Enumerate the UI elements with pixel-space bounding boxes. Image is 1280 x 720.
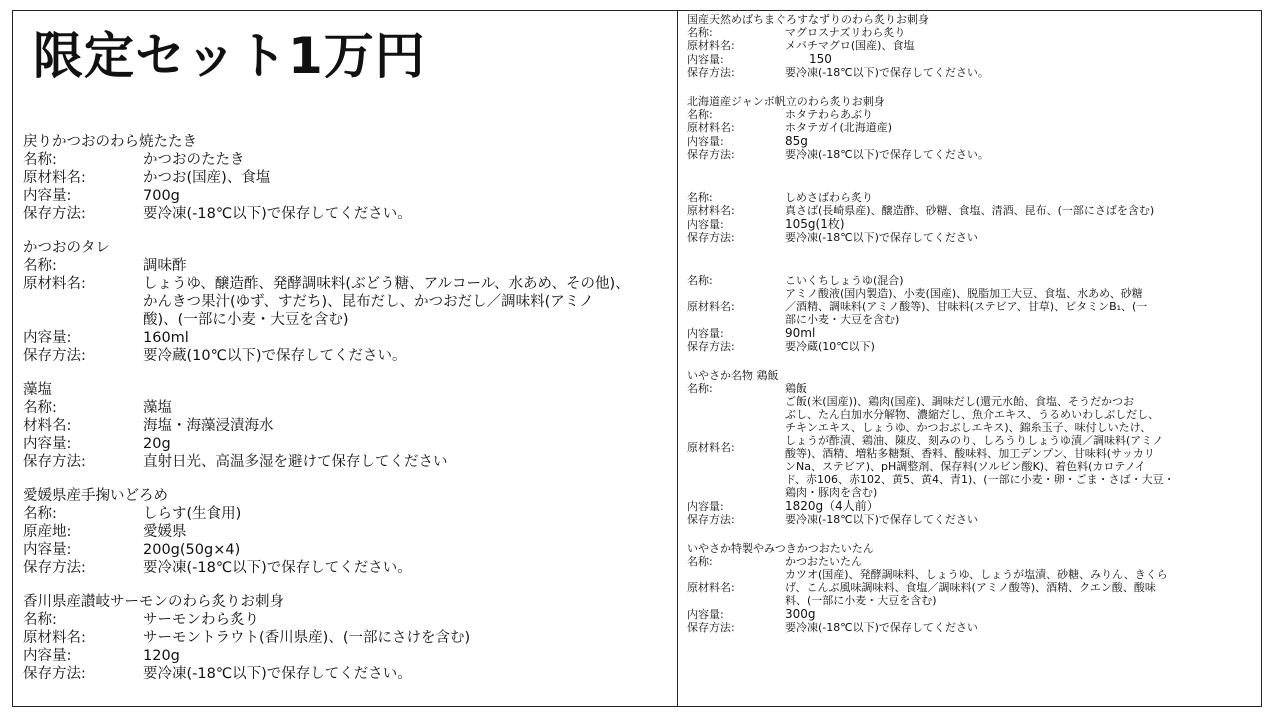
spec-label: 保存方法:	[23, 560, 86, 576]
spec-value: 要冷凍(-18℃以下)で保存してください。	[785, 66, 989, 79]
spec-label: 名称:	[23, 506, 57, 522]
spec-value: マグロスナズリわら炙り	[785, 26, 906, 39]
spec-value: 85g	[785, 134, 808, 148]
spec-row	[23, 257, 673, 275]
spec-value: 要冷凍(-18℃以下)で保存してください。	[143, 666, 412, 682]
spec-row	[23, 453, 673, 471]
spec-value: メバチマグロ(国産)、食塩	[785, 39, 915, 52]
product-name: 北海道産ジャンボ帆立のわら炙りお刺身	[687, 95, 885, 108]
spec-value: しらす(生食用)	[143, 506, 242, 522]
product-block	[687, 177, 1257, 244]
spec-row	[687, 568, 1257, 607]
spec-label: 名称:	[687, 274, 713, 287]
spec-row	[687, 499, 1257, 513]
right-product-list	[687, 13, 1257, 650]
spec-value: カツオ(国産)、発酵調味料、しょうゆ、しょうが塩漬、砂糖、みりん、きくら げ、こんぶ風味調味料、食塩／調味料(アミノ酸等)、酒精、クエン酸、酸味 料、(一部に小麦・大豆を含む)	[785, 568, 1168, 607]
product-name: 香川県産讃岐サーモンのわら炙りお刺身	[23, 594, 284, 610]
spec-row	[687, 108, 1257, 121]
spec-value: 700g	[143, 188, 180, 204]
spec-row	[687, 274, 1257, 287]
spec-value: 要冷凍(-18℃以下)で保存してください。	[785, 148, 989, 161]
spec-row	[687, 52, 1257, 66]
spec-label: 原材料名:	[23, 170, 86, 186]
spec-label: 名称:	[687, 382, 713, 395]
spec-row	[23, 541, 673, 559]
spec-label: 保存方法:	[687, 340, 735, 353]
spacer	[687, 177, 1257, 191]
spec-row	[23, 559, 673, 577]
spec-value: 200g(50g×4)	[143, 542, 241, 558]
product-block	[23, 133, 673, 223]
spec-row	[23, 329, 673, 347]
right-panel	[678, 10, 1262, 707]
spec-row	[687, 148, 1257, 161]
spec-value: 20g	[143, 436, 171, 452]
spec-value: 鶏飯	[785, 382, 807, 395]
product-name: いやさか名物 鶏飯	[687, 369, 779, 382]
spec-row	[687, 191, 1257, 204]
spec-row	[23, 523, 673, 541]
spec-label: 保存方法:	[23, 206, 86, 222]
spec-value: しめさばわら炙り	[785, 191, 873, 204]
spec-label: 保存方法:	[687, 621, 735, 634]
product-block	[23, 487, 673, 577]
left-product-list	[23, 133, 673, 699]
spec-value: 直射日光、高温多湿を避けて保存してください	[143, 454, 448, 470]
spec-row	[23, 435, 673, 453]
left-panel	[12, 10, 678, 707]
spec-value: 要冷凍(-18℃以下)で保存してください	[785, 231, 978, 244]
product-block	[23, 239, 673, 365]
spec-row	[23, 665, 673, 683]
spec-label: 内容量:	[687, 134, 724, 148]
spec-value: 要冷蔵(10℃以下)で保存してください。	[143, 348, 407, 364]
spec-row	[687, 326, 1257, 340]
spec-row	[687, 555, 1257, 568]
spec-label: 内容量:	[687, 499, 724, 513]
spec-label: 原材料名:	[687, 121, 735, 134]
spec-label: 名称:	[23, 152, 57, 168]
spec-value: 調味酢	[143, 258, 187, 274]
spec-row	[687, 204, 1257, 217]
spec-label: 保存方法:	[23, 666, 86, 682]
product-block	[687, 260, 1257, 353]
spec-value: 300g	[785, 607, 816, 621]
spec-label: 内容量:	[23, 436, 72, 452]
spec-label: 名称:	[23, 612, 57, 628]
spec-value: 1820g（4人前）	[785, 499, 879, 513]
spec-label: 名称:	[687, 26, 713, 39]
spec-value: 藻塩	[143, 400, 172, 416]
spec-label: 名称:	[687, 555, 713, 568]
spec-row	[23, 505, 673, 523]
spec-value: 要冷凍(-18℃以下)で保存してください	[785, 513, 978, 526]
product-block	[687, 95, 1257, 161]
spec-row	[23, 347, 673, 365]
product-name: 国産天然めばちまぐろすなずりのわら炙りお刺身	[687, 13, 929, 26]
spec-label: 保存方法:	[687, 231, 735, 244]
spec-row	[687, 513, 1257, 526]
spec-value: 120g	[143, 648, 180, 664]
spec-value: 真さば(長崎県産)、醸造酢、砂糖、食塩、清酒、昆布、(一部にさばを含む)	[785, 204, 1155, 217]
spec-label: 内容量:	[687, 326, 724, 340]
spec-row	[23, 399, 673, 417]
spec-row	[687, 621, 1257, 634]
spec-label: 保存方法:	[687, 513, 735, 526]
spec-row	[23, 151, 673, 169]
spec-value: 愛媛県	[143, 524, 187, 540]
spec-value: 要冷凍(-18℃以下)で保存してください	[785, 621, 978, 634]
spec-value: サーモンわら炙り	[143, 612, 259, 628]
product-name: かつおのタレ	[23, 240, 110, 256]
spec-label: 原材料名:	[687, 39, 735, 52]
spec-label: 内容量:	[23, 188, 72, 204]
spec-row	[687, 217, 1257, 231]
spec-row	[23, 629, 673, 647]
spec-value: ご飯(米(国産))、鶏肉(国産)、調味だし(還元水飴、食塩、そうだかつお ぶし、たん白加水分解物、濃縮だし、魚介エキス、うるめいわしぶしだし、 チキンエキス、しょうゆ、かつおぶしエキス)、錦糸玉子、味付しいたけ、 しょうが酢漬、鶏油、陳皮、刻みのり、しろうりしょうゆ漬／調味料(アミノ 酸等)、酒精、増粘多糖類、香料、酸味料、加工デンプン、甘味料(サッカリ ンNa、ステビア)、pH調整剤、保存料(ソルビン酸K)、着色料(カロテノイ ド、赤106、赤102、黄5、黄4、青1)、(一部に小麦・卵・ごま・さば・大豆・ 鶏肉・豚肉を含む)	[785, 395, 1175, 499]
spec-value: 90ml	[785, 326, 816, 340]
spec-label: 名称:	[687, 191, 713, 204]
spec-value: サーモントラウト(香川県産)、(一部にさけを含む)	[143, 630, 471, 646]
product-name: 藻塩	[23, 382, 52, 398]
spec-row	[687, 66, 1257, 79]
spec-label: 名称:	[23, 400, 57, 416]
spec-value: かつおたいたん	[785, 555, 862, 568]
spec-row	[687, 607, 1257, 621]
spec-label: 原材料名:	[23, 630, 86, 646]
spec-value: 海塩・海藻浸漬海水	[143, 418, 274, 434]
spec-label: 内容量:	[23, 648, 72, 664]
spec-label: 原材料名:	[687, 300, 735, 313]
product-block	[687, 369, 1257, 526]
spec-label: 内容量:	[23, 542, 72, 558]
spec-label: 原産地:	[23, 524, 72, 540]
spec-value: 要冷凍(-18℃以下)で保存してください。	[143, 560, 412, 576]
spec-label: 原材料名:	[687, 581, 735, 594]
spec-label: 保存方法:	[687, 148, 735, 161]
spec-row	[23, 275, 673, 329]
spec-label: 材料名:	[23, 418, 72, 434]
product-block	[23, 593, 673, 683]
spec-row	[23, 417, 673, 435]
product-name: 戻りかつおのわら焼たたき	[23, 134, 197, 150]
spec-label: 原材料名:	[23, 276, 86, 292]
spec-row	[687, 231, 1257, 244]
spec-row	[687, 340, 1257, 353]
spec-row	[687, 287, 1257, 326]
spec-value: こいくちしょうゆ(混合)	[785, 274, 904, 287]
spec-value: 要冷蔵(10℃以下)	[785, 340, 875, 353]
spec-value: 160ml	[143, 330, 189, 346]
spec-value: かつおのたたき	[143, 152, 245, 168]
product-name: 愛媛県産手掬いどろめ	[23, 488, 168, 504]
spec-value: アミノ酸液(国内製造)、小麦(国産)、脱脂加工大豆、食塩、水あめ、砂糖 ／酒精、調味料(アミノ酸等)、甘味料(ステビア、甘草)、ビタミンB₁、(一 部に小麦・大豆を含む)	[785, 287, 1148, 326]
spec-label: 名称:	[23, 258, 57, 274]
spec-row	[687, 382, 1257, 395]
spec-value: しょうゆ、醸造酢、発酵調味料(ぶどう糖、アルコール、水あめ、その他)、 かんきつ果汁(ゆず、すだち)、昆布だし、かつおだし／調味料(アミノ 酸)、(一部に小麦・大豆を含む)	[143, 276, 630, 328]
spec-row	[687, 26, 1257, 39]
spec-label: 内容量:	[687, 52, 724, 66]
spec-value: 150	[785, 52, 832, 66]
spec-label: 原材料名:	[687, 440, 735, 454]
spec-row	[687, 134, 1257, 148]
spec-label: 保存方法:	[23, 454, 86, 470]
spec-label: 名称:	[687, 108, 713, 121]
product-block	[687, 13, 1257, 79]
spec-label: 内容量:	[687, 217, 724, 231]
spec-row	[687, 39, 1257, 52]
page-title: 限定セット1万円	[33, 27, 426, 85]
spec-label: 内容量:	[23, 330, 72, 346]
spec-value: ホタテガイ(北海道産)	[785, 121, 893, 134]
product-block	[687, 542, 1257, 634]
spec-value: 要冷凍(-18℃以下)で保存してください。	[143, 206, 412, 222]
spec-value: 105g(1枚)	[785, 217, 845, 231]
spec-label: 内容量:	[687, 607, 724, 621]
spec-value: ホタテわらあぶり	[785, 108, 873, 121]
spacer	[687, 260, 1257, 274]
spec-row	[687, 121, 1257, 134]
spec-row	[23, 647, 673, 665]
product-block	[23, 381, 673, 471]
spec-label: 原材料名:	[687, 204, 735, 217]
spec-row	[23, 169, 673, 187]
product-name: いやさか特製やみつきかつおたいたん	[687, 542, 874, 555]
spec-value: かつお(国産)、食塩	[143, 170, 271, 186]
spec-label: 保存方法:	[687, 66, 735, 79]
spec-row	[23, 611, 673, 629]
spec-row	[687, 395, 1257, 499]
spec-row	[23, 187, 673, 205]
spec-label: 保存方法:	[23, 348, 86, 364]
spec-row	[23, 205, 673, 223]
